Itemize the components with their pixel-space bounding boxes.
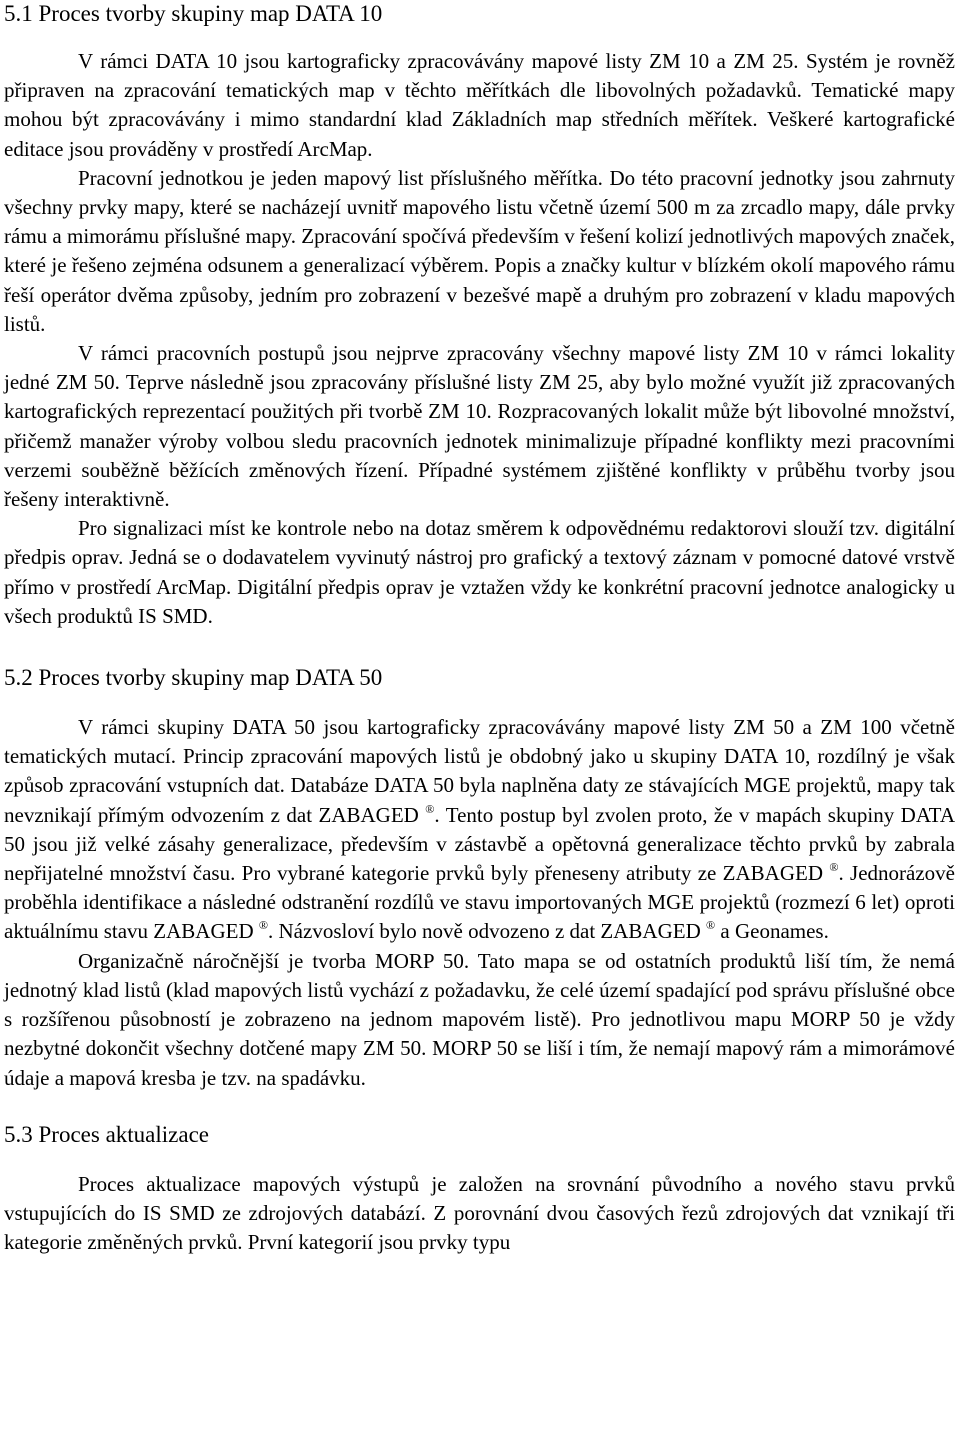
text-run: . Tento postup byl zvolen proto, že v mapách skupiny DATA 50 jsou již velké zásahy generalizace, především v zástavbě a opětovná generalizace těchto prvků by zabrala nepřijatelné množství času. Pro vybrané kategorie prvků byly přeneseny atributy ze ZABAGED — [4, 802, 955, 886]
paragraph: Organizačně náročnější je tvorba MORP 50. Tato mapa se od ostatních produktů liší tím, že nemá jednotný klad listů (klad mapových listů vychází z požadavku, že celé území spadající pod správu příslušné obce s rozšířenou působností je zobrazeno na jednom mapovém listě). Pro jednotlivou mapu MORP 50 je vždy nezbytné dokončit všechny dotčené mapy ZM 50. MORP 50 se liší i tím, že nemají mapový rám a mimorámové údaje a mapová kresba je tzv. na spadávku. — [4, 948, 955, 1090]
registered-mark: ® — [258, 918, 269, 933]
paragraph: V rámci DATA 10 jsou kartograficky zpracovávány mapové listy ZM 10 a ZM 25. Systém je rovněž připraven na zpracování tematických map v těchto měřítkách dle libovolných požadavků. Tematické mapy mohou být zpracovávány i mimo standardní klad Základních map středních měřítek. Veškeré kartografické editace jsou prováděny v prostředí ArcMap. — [4, 49, 955, 161]
paragraph: V rámci pracovních postupů jsou nejprve zpracovány všechny mapové listy ZM 10 v rámci lokality jedné ZM 50. Teprve následně jsou zpracovány příslušné listy ZM 25, aby bylo možné využít již zpracovaných kartografických reprezentací použitých při tvorbě ZM 10. Rozpracovaných lokalit může být libovolné množství, přičemž manažer výroby volbou sledu pracovních jednotek minimalizuje případné konflikty mezi pracovními verzemi souběžně běžících změnových řízení. Případné systémem zjištěné konflikty v průběhu tvorby jsou řešeny interaktivně. — [4, 341, 955, 512]
paragraph: Pracovní jednotkou je jeden mapový list příslušného měřítka. Do této pracovní jednotky jsou zahrnuty všechny prvky mapy, které se nacházejí uvnitř mapového listu včetně území 500 m za zrcadlo mapy, dále prvky rámu a mimorámu příslušné mapy. Zpracování spočívá především v řešení kolizí jednotlivých mapových značek, které je řešeno zejména odsunem a generalizací výběrem. Popis a značky kultur v blízkém okolí mapového rámu řeší operátor dvěma způsoby, jedním pro zobrazení v bezešvé mapě a druhým pro zobrazení v kladu mapových listů. — [4, 165, 955, 336]
text-run: . Jednorázově proběhla identifikace a následné odstranění rozdílů ve stavu importovaných MGE projektů (rozmezí 6 let) oproti aktuálnímu stavu ZABAGED — [4, 861, 955, 944]
paragraph: Pro signalizaci míst ke kontrole nebo na dotaz směrem k odpovědnému redaktorovi slouží tzv. digitální předpis oprav. Jedná se o dodavatelem vyvinutý nástroj pro grafický a textový záznam v pomocné datové vrstvě přímo v prostředí ArcMap. Digitální předpis oprav je vztažen vždy ke konkrétní pracovní jednotce analogicky u všech produktů IS SMD. — [4, 516, 955, 628]
section-heading-5-3 — [4, 1122, 955, 1148]
registered-mark: ® — [829, 860, 839, 875]
document-page — [4, 0, 955, 1257]
section-number: 5.3 — [4, 1121, 33, 1147]
registered-mark: ® — [425, 801, 435, 816]
section-title: Proces tvorby skupiny map DATA 10 — [38, 1, 383, 26]
text-run: . Názvosloví bylo nově odvozeno z dat ZABAGED — [268, 919, 701, 944]
paragraph: Proces aktualizace mapových výstupů je založen na srovnání původního a nového stavu prvků vstupujících do IS SMD ze zdrojových databází. Z porovnání dvou časových řezů zdrojových dat vznikají tři kategorie změněných prvků. První kategorií jsou prvky typu — [4, 1171, 955, 1255]
section-heading-5-1 — [4, 0, 955, 27]
section-heading-5-2 — [4, 665, 955, 691]
section-number: 5.1 — [4, 1, 33, 26]
section-title: Proces aktualizace — [38, 1121, 209, 1147]
text-run: a Geonames. — [715, 919, 829, 944]
text-run: V rámci skupiny DATA 50 jsou kartograficky zpracovávány mapové listy ZM 50 a ZM 100 včetně tematických mutací. Princip zpracování mapových listů je obdobný jako u skupiny DATA 10, rozdílný je však způsob zpracování vstupních dat. Databáze DATA 50 byla naplněna daty ze stávajících MGE projektů, mapy tak nevznikají přímým odvozením z dat ZABAGED — [4, 715, 955, 827]
section-title: Proces tvorby skupiny map DATA 50 — [38, 665, 383, 691]
registered-mark: ® — [706, 918, 716, 933]
paragraph — [4, 713, 955, 947]
section-number: 5.2 — [4, 665, 33, 691]
